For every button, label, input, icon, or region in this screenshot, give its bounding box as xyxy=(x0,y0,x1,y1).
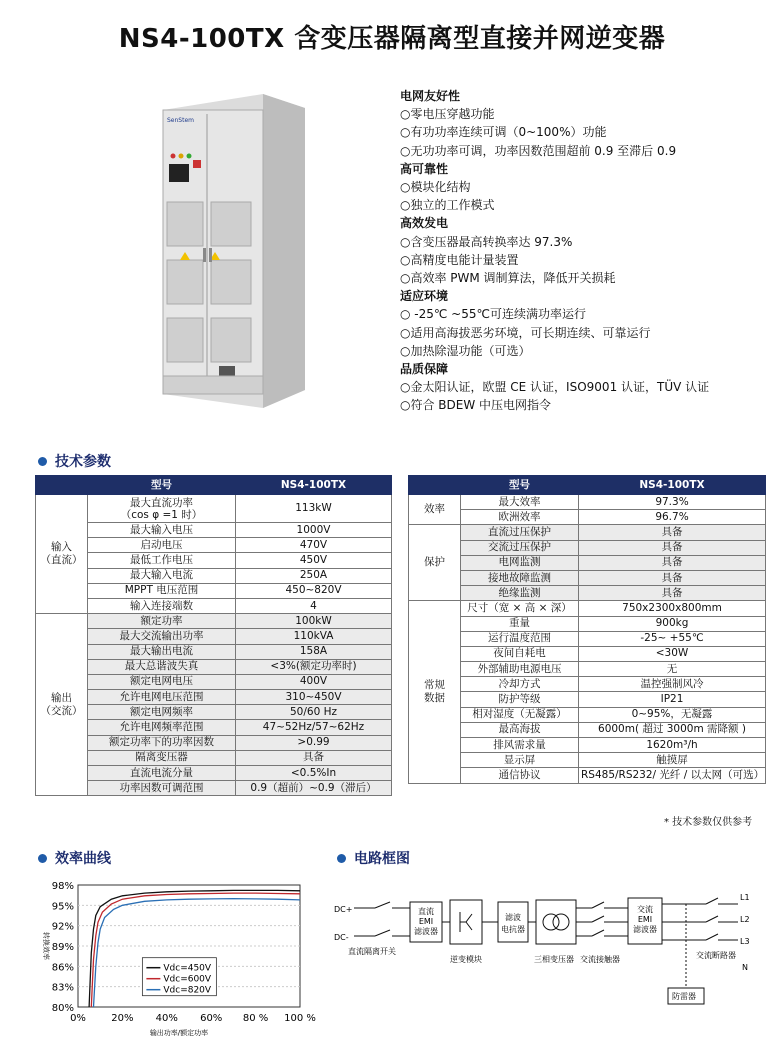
dc-switch-label: 直流隔离开关 xyxy=(348,947,396,956)
param-name: MPPT 电压范围 xyxy=(124,584,199,597)
feature-item: ○无功功率可调，功率因数范围超前 0.9 至滞后 0.9 xyxy=(400,143,677,158)
param-value-cell: 4 xyxy=(236,598,392,613)
param-value-cell: 1000V xyxy=(236,523,392,538)
param-value-cell: <0.5%In xyxy=(236,766,392,781)
feature-item: ○含变压器最高转换率达 97.3% xyxy=(400,234,573,249)
table-row xyxy=(36,629,392,644)
param-name: 直流过压保护 xyxy=(488,525,551,538)
param-name-cell xyxy=(461,677,579,692)
param-name: 显示屏 xyxy=(503,753,536,766)
group-label-cell xyxy=(409,601,461,783)
feature-item: ○ -25℃ ~55℃可连续满功率运行 xyxy=(400,307,586,322)
param-value-cell: 310~450V xyxy=(236,690,392,705)
group-label-cell xyxy=(36,614,88,796)
feature-item: ○符合 BDEW 中压电网指令 xyxy=(400,398,552,413)
x-tick-label: 80 % xyxy=(242,1013,269,1024)
group-label: 常规 xyxy=(424,678,445,691)
table-row xyxy=(409,753,766,768)
param-name-cell xyxy=(461,510,579,525)
param-name-cell xyxy=(461,722,579,737)
line-l3-label: L3 xyxy=(740,937,750,946)
param-name-cell xyxy=(88,766,236,781)
group-label: 数据 xyxy=(424,691,445,704)
page-title: NS4-100TX 含变压器隔离型直接并网逆变器 xyxy=(118,24,666,54)
table-row xyxy=(409,631,766,646)
feature-item: ○适用高海拔恶劣环境，可长期连续、可靠运行 xyxy=(400,325,651,340)
param-value-cell: 触摸屏 xyxy=(579,753,766,768)
param-name-cell xyxy=(461,495,579,510)
table-row xyxy=(36,644,392,659)
feature-item: ○零电压穿越功能 xyxy=(400,107,495,122)
table-row xyxy=(36,766,392,781)
ac-breaker-label: 交流断路器 xyxy=(696,951,736,960)
param-name-cell xyxy=(461,692,579,707)
param-name-cell xyxy=(88,674,236,689)
param-name: 直流电流分量 xyxy=(130,766,193,779)
x-tick-label: 0% xyxy=(70,1013,86,1024)
feature-list xyxy=(400,87,770,415)
param-name-cell xyxy=(461,753,579,768)
param-name-cell xyxy=(88,598,236,613)
param-name: 尺寸（宽 × 高 × 深） xyxy=(467,601,572,614)
group-label: （直流） xyxy=(40,554,83,567)
svg-text:EMI: EMI xyxy=(637,915,653,924)
param-name-cell xyxy=(461,601,579,616)
table-row xyxy=(409,707,766,722)
x-tick-label: 60% xyxy=(200,1013,223,1024)
param-name: 最低工作电压 xyxy=(130,553,193,566)
table-row xyxy=(36,598,392,613)
table-row xyxy=(36,583,392,598)
footnote: * 技术参数仅供参考 xyxy=(664,817,753,828)
header-cell: NS4-100TX xyxy=(236,476,392,495)
table-row xyxy=(36,720,392,735)
y-tick-label: 86% xyxy=(51,962,74,974)
param-value-cell: 1620m³/h xyxy=(579,738,766,753)
table-row xyxy=(36,781,392,796)
section-efficiency: 效率曲线 xyxy=(38,848,111,868)
param-name: 额定功率下的功率因数 xyxy=(109,736,214,749)
group-label-cell xyxy=(409,525,461,601)
param-name: 夜间自耗电 xyxy=(493,647,546,660)
param-name-cell xyxy=(88,583,236,598)
y-tick-label: 95% xyxy=(51,901,74,913)
param-name: 相对湿度（无凝露） xyxy=(472,708,567,721)
feature-heading: 电网友好性 xyxy=(400,89,461,103)
inverter-label: 逆变模块 xyxy=(450,955,482,964)
param-name: 启动电压 xyxy=(140,538,183,551)
param-name: 排风需求量 xyxy=(493,738,546,751)
param-name-cell xyxy=(461,738,579,753)
param-name: 绝缘监测 xyxy=(498,586,541,599)
x-axis-label: 输出功率/额定功率 xyxy=(149,1029,209,1037)
table-row xyxy=(36,750,392,765)
param-name: 交流过压保护 xyxy=(488,541,551,554)
feature-heading: 适应环境 xyxy=(400,289,449,304)
feature-item: ○加热除湿功能（可选） xyxy=(400,343,531,358)
param-name: 欧洲效率 xyxy=(498,510,541,523)
svg-text:滤波器: 滤波器 xyxy=(633,925,657,934)
line-n-label: N xyxy=(742,963,748,972)
feature-item: ○有功功率连续可调（0~100%）功能 xyxy=(400,125,607,140)
param-name-cell xyxy=(88,659,236,674)
param-name-cell xyxy=(88,750,236,765)
table-row xyxy=(409,722,766,737)
table-row xyxy=(409,570,766,585)
section-circuit: 电路框图 xyxy=(337,848,410,868)
param-name-cell xyxy=(461,646,579,661)
param-value-cell: 158A xyxy=(236,644,392,659)
legend-label: Vdc=450V xyxy=(163,963,212,974)
table-row xyxy=(409,510,766,525)
group-label: 输入 xyxy=(51,541,72,554)
param-value-cell: 无 xyxy=(579,662,766,677)
table-row xyxy=(409,555,766,570)
param-name: 隔离变压器 xyxy=(135,751,188,764)
group-label-cell xyxy=(36,495,88,614)
param-name-cell xyxy=(88,495,236,523)
param-name-cell xyxy=(461,662,579,677)
table-row xyxy=(36,690,392,705)
param-value-cell: 250A xyxy=(236,568,392,583)
param-name-cell xyxy=(88,553,236,568)
filter-block xyxy=(498,902,528,942)
param-name: 最大交流输出功率 xyxy=(119,629,204,642)
param-value-cell: <3%(额定功率时) xyxy=(236,659,392,674)
param-name: 最大输出电流 xyxy=(130,645,193,658)
param-value-cell: 具备 xyxy=(579,525,766,540)
table-header-row xyxy=(409,476,766,495)
transformer-label: 三相变压器 xyxy=(534,955,574,964)
param-value-cell: 400V xyxy=(236,674,392,689)
header-cell: 型号 xyxy=(88,476,236,495)
group-label: 效率 xyxy=(424,503,445,516)
param-name-cell xyxy=(88,705,236,720)
param-name: 冷却方式 xyxy=(498,677,541,690)
header-cell: NS4-100TX xyxy=(579,476,766,495)
dc-minus-label: DC- xyxy=(334,933,349,942)
feature-item: ○模块化结构 xyxy=(400,180,471,195)
param-value-cell: RS485/RS232/ 光纤 / 以太网（可选） xyxy=(579,768,766,783)
svg-text:直流: 直流 xyxy=(418,907,434,916)
param-name: 允许电网频率范围 xyxy=(119,721,204,734)
param-name-cell xyxy=(461,540,579,555)
param-name-cell xyxy=(461,586,579,601)
param-name-cell xyxy=(88,538,236,553)
param-value-cell: 97.3% xyxy=(579,495,766,510)
table-row xyxy=(409,768,766,783)
y-axis-label: 转换效率 xyxy=(42,932,50,960)
table-row xyxy=(409,692,766,707)
y-tick-label: 83% xyxy=(51,982,74,994)
param-name: 额定电网电压 xyxy=(130,675,193,688)
param-name-cell xyxy=(88,629,236,644)
table-row xyxy=(36,674,392,689)
x-tick-label: 100 % xyxy=(284,1013,316,1024)
param-name: 接地故障监测 xyxy=(488,571,551,584)
param-name-cell xyxy=(88,720,236,735)
param-value-cell: IP21 xyxy=(579,692,766,707)
bullet-dot-icon xyxy=(337,854,346,863)
param-name-cell xyxy=(88,523,236,538)
table-row xyxy=(36,523,392,538)
group-label-cell xyxy=(409,495,461,525)
table-header-row xyxy=(36,476,392,495)
param-value-cell: <30W xyxy=(579,646,766,661)
table-row xyxy=(36,553,392,568)
bullet-dot-icon xyxy=(38,854,47,863)
circuit-diagram xyxy=(330,880,770,1010)
inverter-cabinet-image xyxy=(155,90,307,415)
table-row xyxy=(409,586,766,601)
param-name-cell xyxy=(88,568,236,583)
table-row xyxy=(409,677,766,692)
param-name: 外部辅助电源电压 xyxy=(477,662,562,675)
header-cell xyxy=(36,476,88,495)
feature-item: ○独立的工作模式 xyxy=(400,198,495,213)
line-l2-label: L2 xyxy=(740,915,750,924)
table-row xyxy=(409,738,766,753)
feature-heading: 高可靠性 xyxy=(400,161,449,176)
param-value-cell: 110kVA xyxy=(236,629,392,644)
feature-heading: 高效发电 xyxy=(400,216,449,231)
param-name-cell xyxy=(461,555,579,570)
y-tick-label: 89% xyxy=(51,942,74,953)
header-cell: 型号 xyxy=(461,476,579,495)
param-name: 允许电网电压范围 xyxy=(119,690,204,703)
param-name: 运行温度范围 xyxy=(488,632,551,645)
param-value-cell: 450V xyxy=(236,553,392,568)
param-value-cell: 470V xyxy=(236,538,392,553)
svg-text:滤波器: 滤波器 xyxy=(414,927,438,936)
param-value-cell: 具备 xyxy=(579,586,766,601)
group-label: 保护 xyxy=(424,556,445,569)
table-row xyxy=(36,568,392,583)
svg-text:EMI: EMI xyxy=(418,917,434,926)
param-name: 输入连接端数 xyxy=(130,599,193,612)
table-row xyxy=(36,735,392,750)
param-name: 最大总谐波失真 xyxy=(124,660,199,673)
table-row xyxy=(36,705,392,720)
ac-contactor-label: 交流接触器 xyxy=(580,955,620,964)
param-value-cell: 750x2300x800mm xyxy=(579,601,766,616)
svg-text:电抗器: 电抗器 xyxy=(501,925,525,934)
param-value-cell: >0.99 xyxy=(236,735,392,750)
cabinet-brand: SenStem xyxy=(167,117,194,124)
param-value-cell: 47~52Hz/57~62Hz xyxy=(236,720,392,735)
param-name: 额定电网频率 xyxy=(130,705,193,718)
param-value-cell: 100kW xyxy=(236,614,392,629)
arrester-label: 防雷器 xyxy=(672,992,696,1001)
param-value-cell: 具备 xyxy=(579,540,766,555)
param-value-cell: 温控强制风冷 xyxy=(579,677,766,692)
param-name: 最大输入电流 xyxy=(130,569,193,582)
param-name-cell xyxy=(461,631,579,646)
param-value-cell: 0~95%，无凝露 xyxy=(579,707,766,722)
efficiency-chart xyxy=(30,875,320,1045)
spec-table-right xyxy=(408,475,766,784)
param-value-cell: 具备 xyxy=(579,555,766,570)
table-row xyxy=(36,538,392,553)
param-name: 功率因数可调范围 xyxy=(119,781,204,794)
table-row xyxy=(36,614,392,629)
param-name-cell xyxy=(88,614,236,629)
param-name-cell xyxy=(88,690,236,705)
param-value-cell: -25~ +55℃ xyxy=(579,631,766,646)
dc-plus-label: DC+ xyxy=(334,905,353,914)
feature-heading: 品质保障 xyxy=(400,362,449,377)
feature-item: ○高精度电能计量装置 xyxy=(400,252,519,267)
table-row xyxy=(409,495,766,510)
param-name: 最大直流功率 xyxy=(130,496,193,509)
legend-label: Vdc=820V xyxy=(163,985,212,996)
param-name: 防护等级 xyxy=(498,693,541,706)
param-value-cell: 0.9（超前）~0.9（滞后） xyxy=(236,781,392,796)
param-name: （cos φ =1 时） xyxy=(120,508,203,521)
legend-label: Vdc=600V xyxy=(163,974,212,985)
param-name-cell xyxy=(461,570,579,585)
param-name: 最大效率 xyxy=(498,495,541,508)
svg-text:交流: 交流 xyxy=(637,905,653,914)
table-row xyxy=(409,525,766,540)
param-name-cell xyxy=(461,616,579,631)
y-tick-label: 92% xyxy=(51,921,74,933)
y-tick-label: 80% xyxy=(51,1003,74,1014)
transformer-block xyxy=(536,900,576,944)
param-name-cell xyxy=(461,707,579,722)
param-name: 最大输入电压 xyxy=(130,523,193,536)
table-row xyxy=(409,646,766,661)
param-name-cell xyxy=(88,735,236,750)
x-tick-label: 20% xyxy=(111,1013,134,1024)
x-tick-label: 40% xyxy=(155,1013,178,1024)
line-l1-label: L1 xyxy=(740,893,750,902)
param-name-cell xyxy=(461,525,579,540)
param-value-cell: 900kg xyxy=(579,616,766,631)
feature-item: ○高效率 PWM 调制算法，降低开关损耗 xyxy=(400,271,616,286)
param-value-cell: 具备 xyxy=(236,750,392,765)
section-params: 技术参数 xyxy=(38,451,111,471)
param-name: 额定功率 xyxy=(140,614,183,627)
svg-text:滤波: 滤波 xyxy=(505,913,521,922)
param-name-cell xyxy=(88,781,236,796)
param-value-cell: 50/60 Hz xyxy=(236,705,392,720)
param-name-cell xyxy=(88,644,236,659)
group-label: 输出 xyxy=(51,691,72,704)
table-row xyxy=(409,601,766,616)
param-name-cell xyxy=(461,768,579,783)
param-value-cell: 96.7% xyxy=(579,510,766,525)
param-value-cell: 具备 xyxy=(579,570,766,585)
param-name: 重量 xyxy=(509,617,530,630)
param-name: 电网监测 xyxy=(498,556,541,569)
feature-item: ○金太阳认证，欧盟 CE 认证，ISO9001 认证，TÜV 认证 xyxy=(400,380,710,395)
param-value-cell: 6000m( 超过 3000m 需降额 ) xyxy=(579,722,766,737)
y-tick-label: 98% xyxy=(51,881,74,892)
param-name: 最高海拔 xyxy=(498,723,541,736)
table-row xyxy=(36,659,392,674)
group-label: （交流） xyxy=(40,704,83,717)
table-row xyxy=(409,616,766,631)
header-cell xyxy=(409,476,461,495)
table-row xyxy=(409,540,766,555)
table-row xyxy=(409,662,766,677)
param-value-cell: 113kW xyxy=(236,495,392,523)
param-name: 通信协议 xyxy=(498,768,541,781)
spec-table-left xyxy=(35,475,392,796)
bullet-dot-icon xyxy=(38,457,47,466)
table-row xyxy=(36,495,392,523)
param-value-cell: 450~820V xyxy=(236,583,392,598)
